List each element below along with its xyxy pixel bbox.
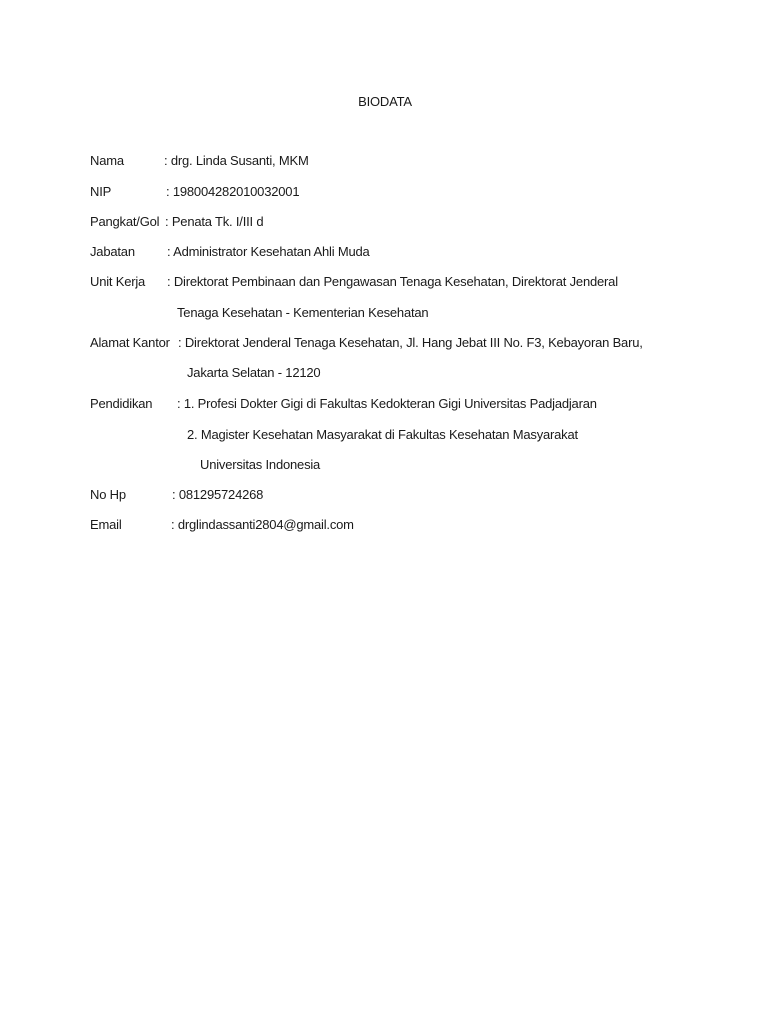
pendidikan-item-1: : 1. Profesi Dokter Gigi di Fakultas Kedokteran Gigi Universitas Padjadjaran	[177, 396, 597, 411]
nama-label: Nama	[90, 153, 124, 168]
nip-value: : 198004282010032001	[166, 184, 300, 199]
no-hp-value: : 081295724268	[172, 487, 264, 502]
nama-value: : drg. Linda Susanti, MKM	[164, 153, 309, 168]
jabatan-value: : Administrator Kesehatan Ahli Muda	[167, 244, 370, 259]
pangkat-label: Pangkat/Gol	[90, 214, 160, 229]
alamat-kantor-value-line2: Jakarta Selatan - 12120	[187, 365, 321, 380]
unit-kerja-value-line2: Tenaga Kesehatan - Kementerian Kesehatan	[177, 305, 429, 320]
alamat-kantor-value-line1: : Direktorat Jenderal Tenaga Kesehatan, Jl. Hang Jebat III No. F3, Kebayoran Baru,	[178, 335, 643, 350]
unit-kerja-label: Unit Kerja	[90, 274, 146, 289]
pendidikan-item-2-line2: Universitas Indonesia	[200, 457, 321, 472]
unit-kerja-value-line1: : Direktorat Pembinaan dan Pengawasan Tenaga Kesehatan, Direktorat Jenderal	[167, 274, 618, 289]
email-value: : drglindassanti2804@gmail.com	[171, 517, 354, 532]
pendidikan-item-2-line1: 2. Magister Kesehatan Masyarakat di Fakultas Kesehatan Masyarakat	[187, 427, 578, 442]
alamat-kantor-label: Alamat Kantor	[90, 335, 170, 350]
email-label: Email	[90, 517, 122, 532]
jabatan-label: Jabatan	[90, 244, 135, 259]
no-hp-label: No Hp	[90, 487, 126, 502]
nip-label: NIP	[90, 184, 112, 199]
document-title: BIODATA	[358, 94, 412, 109]
pendidikan-label: Pendidikan	[90, 396, 153, 411]
pangkat-value: : Penata Tk. I/III d	[165, 214, 264, 229]
